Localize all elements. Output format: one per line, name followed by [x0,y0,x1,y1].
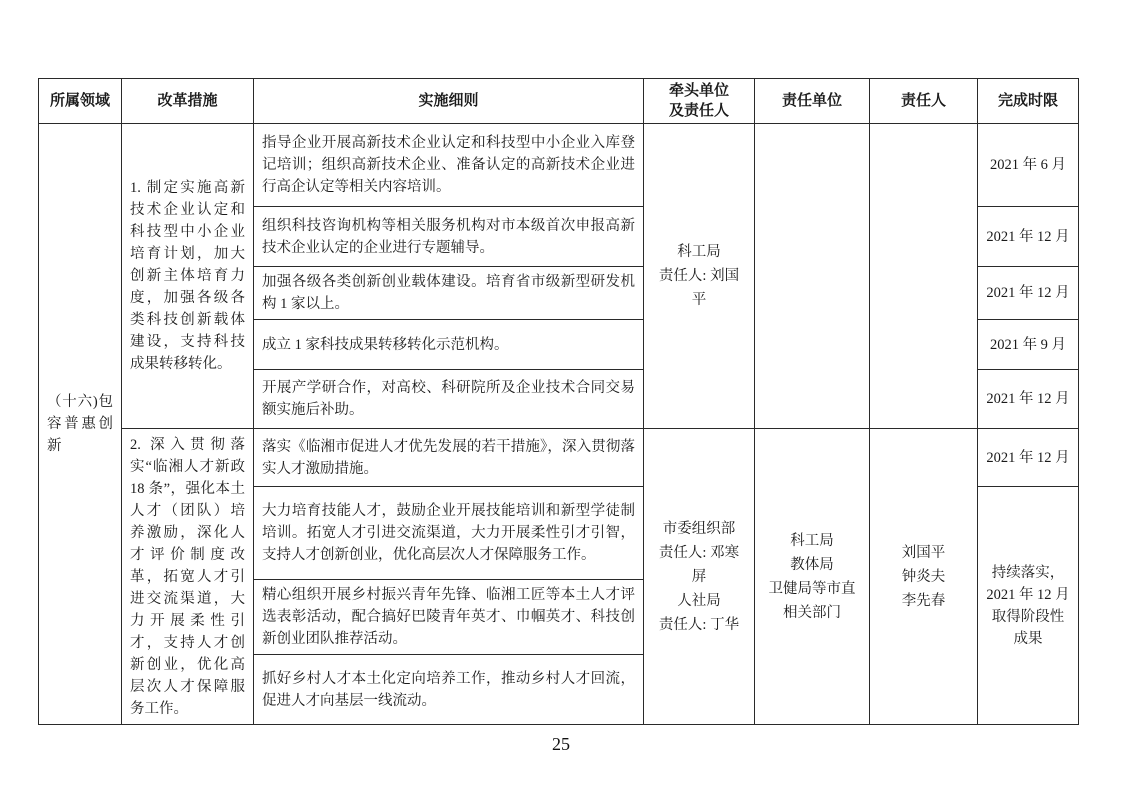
col-header-detail: 实施细则 [254,79,644,124]
cell-detail-2: 组织科技咨询机构等相关服务机构对市本级首次申报高新技术企业认定的企业进行专题辅导。 [254,207,644,267]
responsible-person-line: 刘国平 [901,544,946,561]
responsible-person-line: 钟炎夫 [901,568,946,585]
cell-detail-9: 抓好乡村人才本土化定向培养工作，推动乡村人才回流，促进人才向基层一线流动。 [254,655,644,725]
col-header-lead-line2: 及责任人 [668,102,729,119]
lead-unit-person: 责任人: 刘国平 [658,268,740,308]
cell-deadline-4: 2021 年 9 月 [978,320,1079,370]
col-header-lead-line1: 牵头单位 [668,82,729,99]
cell-measure-2: 2. 深入贯彻落实“临湘人才新政 18 条”，强化本土人才（团队）培养激励，深化人才评价制度改革，拓宽人才引进交流渠道，大力开展柔性引才，支持人才创新创业，优化高层次人才保障服务工作。 [122,429,254,725]
cell-deadline-2: 2021 年 12 月 [978,207,1079,267]
lead-unit-name: 科工局 [677,244,721,260]
table-row [39,429,1079,487]
cell-deadline-merged: 持续落实，2021 年 12 月取得阶段性成果 [978,487,1079,725]
cell-measure-1: 1. 制定实施高新技术企业认定和科技型中小企业培育计划，加大创新主体培育力度，加强各级各类科技创新载体建设，支持科技成果转移转化。 [122,124,254,429]
responsible-person-line: 李先春 [901,592,946,609]
cell-detail-8: 精心组织开展乡村振兴青年先锋、临湘工匠等本土人才评选表彰活动，配合搞好巴陵青年英才、巾帼英才、科技创新创业团队推荐活动。 [254,580,644,655]
cell-responsible-unit [755,429,870,725]
cell-detail-1: 指导企业开展高新技术企业认定和科技型中小企业入库登记培训；组织高新技术企业、准备认定的高新技术企业进行高企认定等相关内容培训。 [254,124,644,207]
cell-detail-4: 成立 1 家科技成果转移转化示范机构。 [254,320,644,370]
cell-domain: （十六)包容普惠创新 [39,124,122,725]
cell-responsible-unit-empty [755,124,870,429]
col-header-lead-unit [644,79,755,124]
cell-responsible-person-empty [870,124,978,429]
lead-unit-name: 市委组织部 [662,520,736,537]
table-row [39,124,1079,207]
table-header-row [39,79,1079,124]
responsible-unit-line: 卫健局等市直相关部门 [768,580,856,621]
col-header-responsible-unit: 责任单位 [755,79,870,124]
cell-deadline-3: 2021 年 12 月 [978,267,1079,320]
col-header-measure: 改革措施 [122,79,254,124]
col-header-deadline: 完成时限 [978,79,1079,124]
responsible-unit-line: 科工局 [790,532,834,549]
lead-unit-name: 人社局 [677,592,721,609]
cell-deadline-6: 2021 年 12 月 [978,429,1079,487]
cell-lead-unit-1 [644,124,755,429]
cell-detail-7: 大力培育技能人才，鼓励企业开展技能培训和新型学徒制培训。拓宽人才引进交流渠道，大力开展柔性引才引智，支持人才创新创业，优化高层次人才保障服务工作。 [254,487,644,580]
lead-unit-person: 责任人: 邓寒屏 [658,544,740,585]
col-header-responsible-person: 责任人 [870,79,978,124]
cell-lead-unit-2 [644,429,755,725]
reform-measures-table [38,78,1079,725]
col-header-domain: 所属领域 [39,79,122,124]
lead-unit-person: 责任人: 丁华 [658,616,740,633]
cell-responsible-person [870,429,978,725]
cell-deadline-5: 2021 年 12 月 [978,370,1079,429]
cell-detail-6: 落实《临湘市促进人才优先发展的若干措施》，深入贯彻落实人才激励措施。 [254,429,644,487]
page-number: 25 [552,734,570,754]
responsible-unit-line: 教体局 [790,556,834,573]
cell-detail-3: 加强各级各类创新创业载体建设。培育省市级新型研发机构 1 家以上。 [254,267,644,320]
cell-detail-5: 开展产学研合作，对高校、科研院所及企业技术合同交易额实施后补助。 [254,370,644,429]
cell-deadline-1: 2021 年 6 月 [978,124,1079,207]
